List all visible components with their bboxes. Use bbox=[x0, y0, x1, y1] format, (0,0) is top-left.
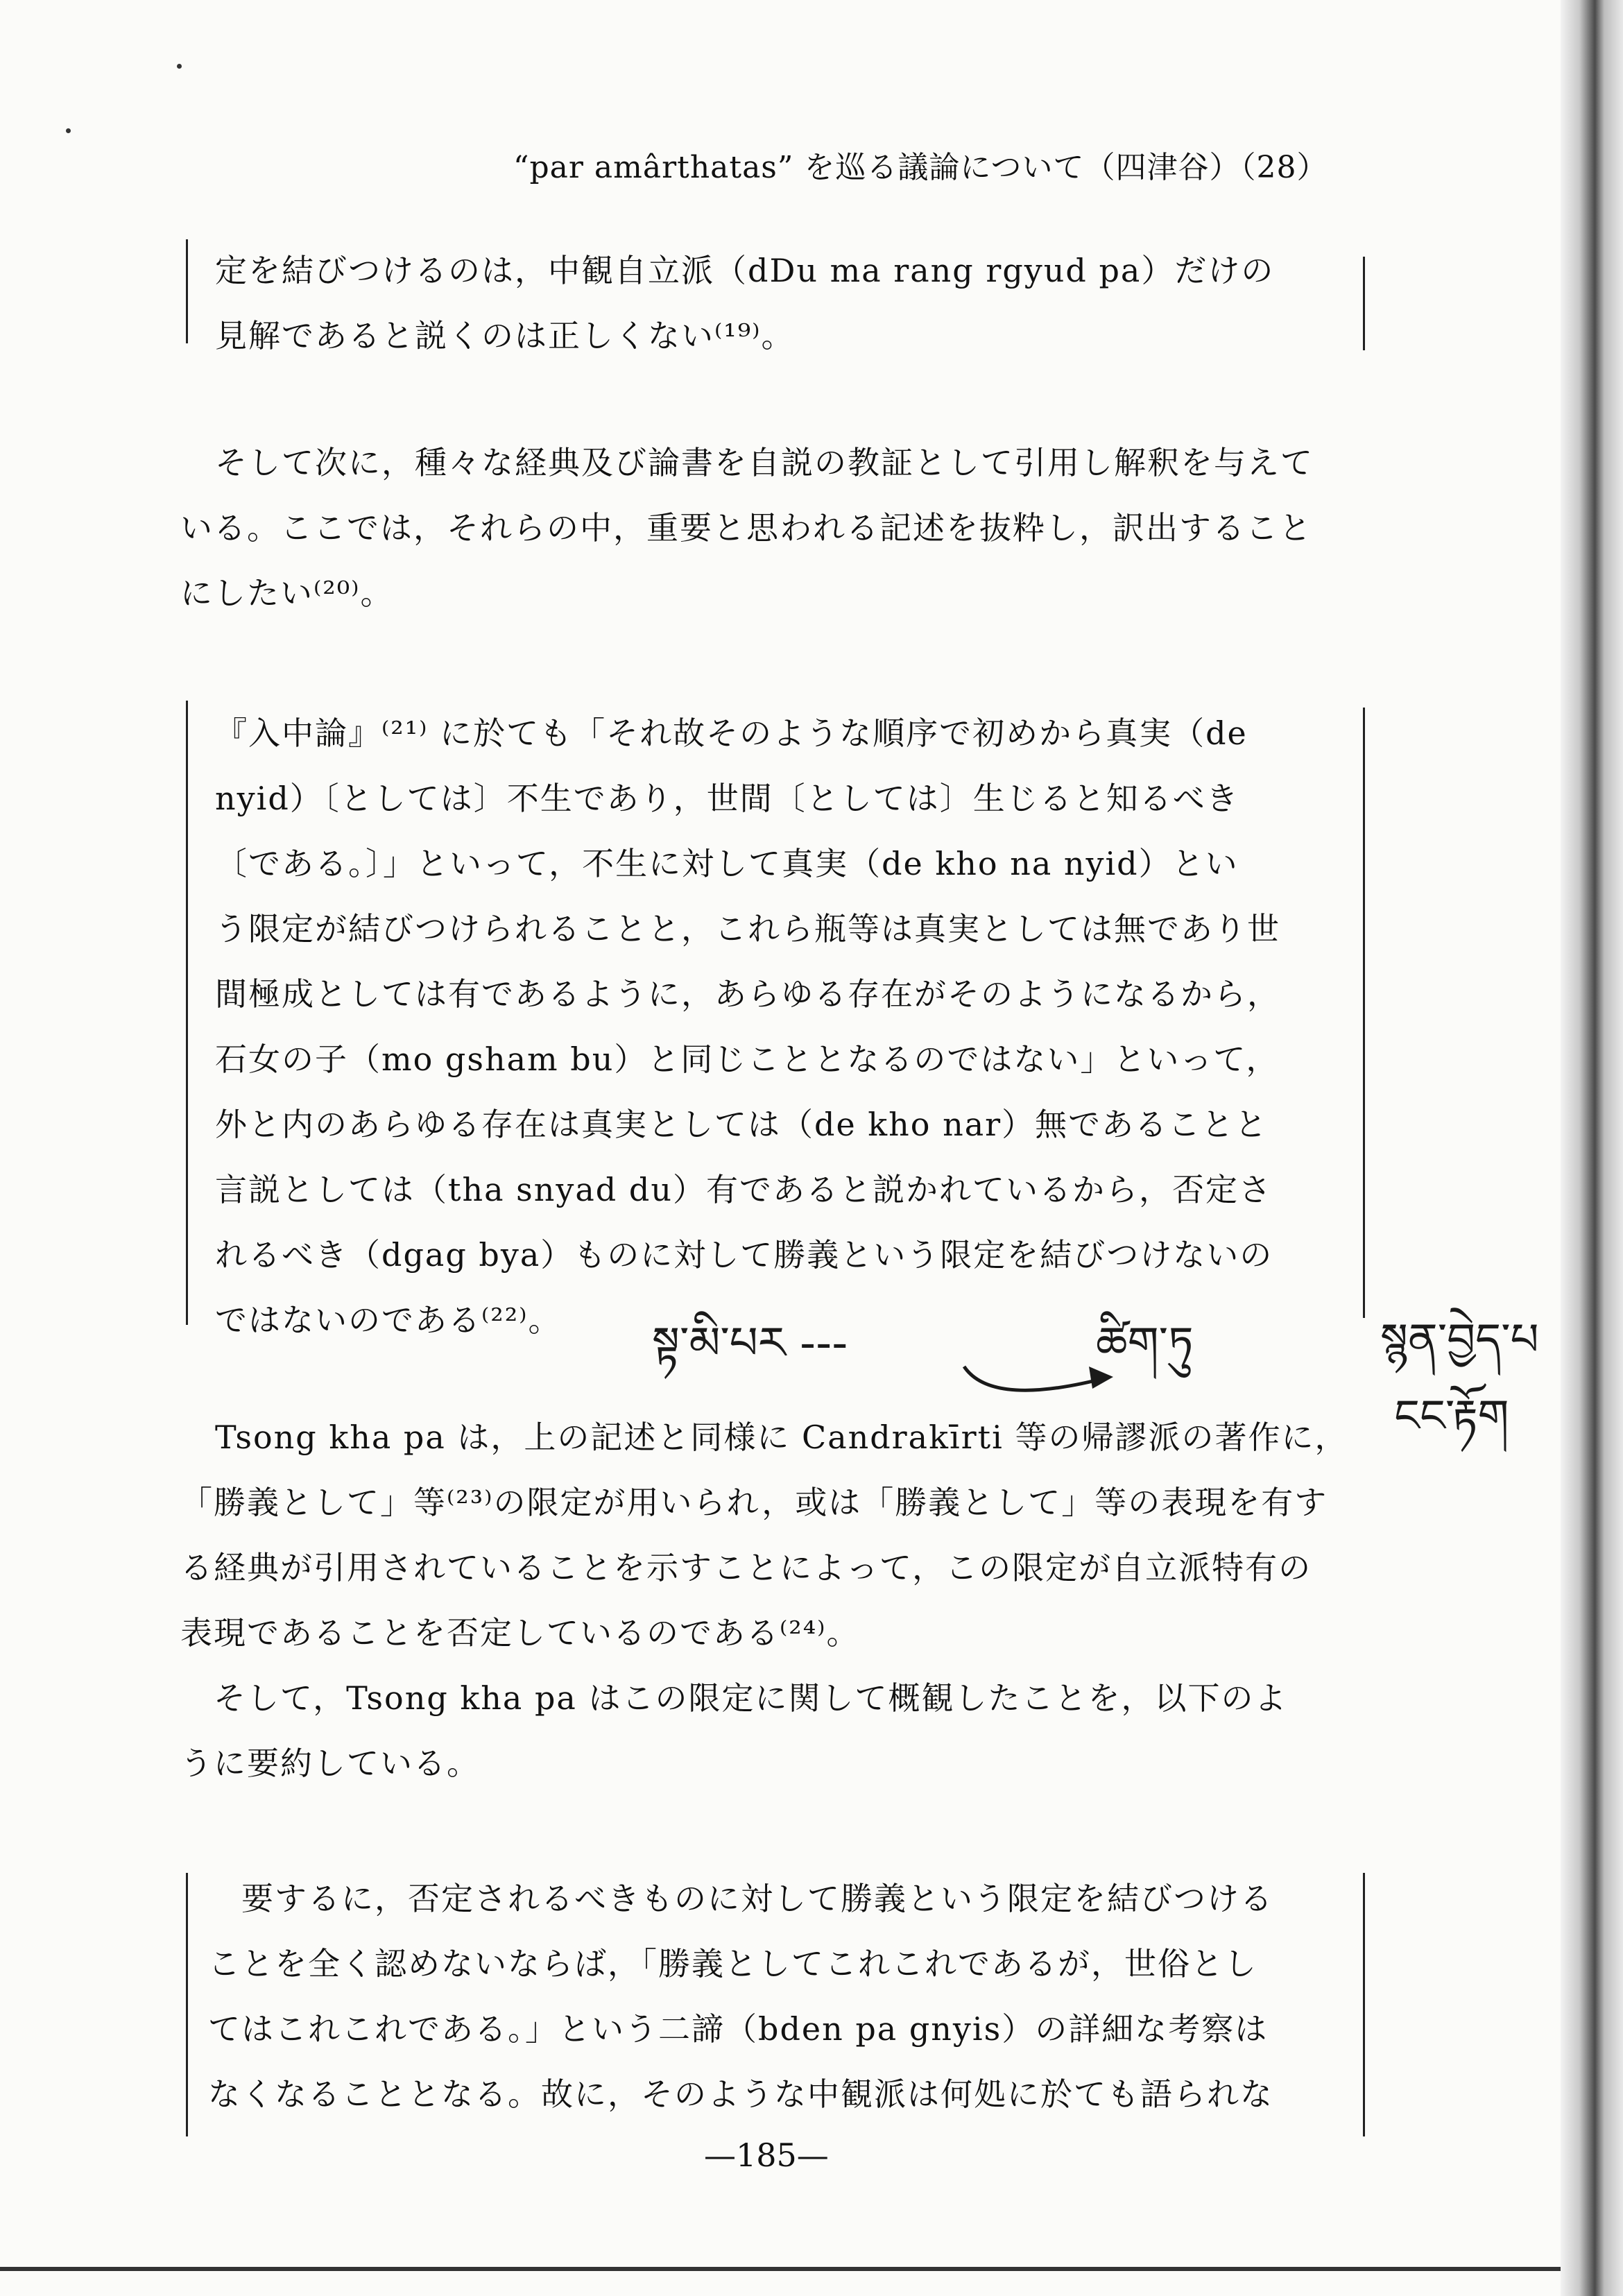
quote-bar-left bbox=[186, 701, 188, 1325]
text-line: 外と内のあらゆる存在は真実としては（de kho nar）無であることと bbox=[215, 1106, 1269, 1143]
text-line: 要するに，否定されるべきものに対して勝義という限定を結びつける bbox=[208, 1880, 1273, 1917]
text-line: 石女の子（mo gsham bu）と同じこととなるのではない」といって， bbox=[215, 1040, 1280, 1078]
text-line: 「勝義として」等⁽²³⁾の限定が用いられ，或は「勝義として」等の表現を有す bbox=[180, 1484, 1328, 1521]
handwritten-arrow-icon bbox=[950, 1339, 1131, 1408]
scan-binding-edge bbox=[1561, 0, 1623, 2296]
text-line: 定を結びつけるのは，中観自立派（dDu ma rang rgyud pa）だけの bbox=[215, 252, 1275, 289]
quote-bar-left bbox=[186, 239, 188, 343]
text-line: いる。ここでは，それらの中，重要と思われる記述を抜粋し，訳出すること bbox=[180, 509, 1312, 547]
scan-speck bbox=[66, 128, 71, 133]
text-line: 見解であると説くのは正しくない⁽¹⁹⁾。 bbox=[215, 317, 795, 354]
text-line: る経典が引用されていることを示すことによって，この限定が自立派特有の bbox=[180, 1549, 1312, 1586]
scan-speck bbox=[177, 64, 182, 69]
paragraph-1 bbox=[180, 430, 1314, 626]
text-line: てはこれこれである。」という二諦（bden pa gnyis）の詳細な考察は bbox=[208, 2010, 1269, 2048]
text-line: 表現であることを否定しているのである⁽²⁴⁾。 bbox=[180, 1614, 860, 1652]
quote-block-3 bbox=[208, 1866, 1273, 2127]
text-line: うに要約している。 bbox=[180, 1745, 480, 1782]
handwritten-note: ངང་རྟོག bbox=[1394, 1391, 1509, 1442]
bottom-rule bbox=[0, 2267, 1561, 2271]
text-line: なくなることとなる。故に，そのような中観派は何処に於ても語られな bbox=[208, 2075, 1273, 2113]
text-line: にしたい⁽²⁰⁾。 bbox=[180, 574, 394, 612]
text-line: そして，Tsong kha pa はこの限定に関して概観したことを，以下のよ bbox=[180, 1679, 1288, 1717]
text-line: 言説としては（tha snyad du）有であると説かれているから，否定さ bbox=[215, 1171, 1272, 1208]
quote-bar-right bbox=[1363, 257, 1365, 350]
text-line: Tsong kha pa は，上の記述と同様に Candrakīrti 等の帰謬派の著作に， bbox=[215, 1419, 1348, 1456]
text-line: 『入中論』⁽²¹⁾ に於ても「それ故そのような順序で初めから真実（de bbox=[215, 714, 1248, 752]
text-line: ことを全く認めないならば，「勝義としてこれこれであるが，世俗とし bbox=[208, 1945, 1257, 1982]
quote-bar-left bbox=[186, 1873, 188, 2136]
handwritten-note: སྟ་མི་པར --- bbox=[652, 1318, 848, 1369]
text-line: ではないのである⁽²²⁾。 bbox=[215, 1301, 562, 1339]
quote-bar-right bbox=[1363, 1873, 1365, 2136]
text-line: う限定が結びつけられることと，これら瓶等は真実としては無であり世 bbox=[215, 910, 1280, 948]
text-line: 〔である。〕」といって，不生に対して真実（de kho na nyid）とい bbox=[215, 845, 1239, 882]
paragraph-2 bbox=[180, 1405, 1348, 1796]
text-line: 間極成としては有であるように，あらゆる存在がそのようになるから， bbox=[215, 975, 1280, 1013]
quote-bar-right bbox=[1363, 708, 1365, 1318]
text-line: れるべき（dgag bya）ものに対して勝義という限定を結びつけないの bbox=[215, 1236, 1273, 1274]
handwritten-note: ཚིག་ཏུ bbox=[1096, 1318, 1194, 1369]
quote-block-1 bbox=[215, 238, 1274, 368]
running-header: “par amârthatas” を巡る議論について（四津谷）（28） bbox=[513, 150, 1328, 185]
handwritten-note: སྙན་བྱེད་པ bbox=[1380, 1314, 1539, 1366]
text-line: そして次に，種々な経典及び論書を自説の教証として引用し解釈を与えて bbox=[215, 444, 1314, 481]
text-line: nyid）〔としては〕不生であり，世間〔としては〕生じると知るべき bbox=[215, 780, 1239, 817]
quote-block-2 bbox=[215, 701, 1280, 1353]
page-number: —185— bbox=[704, 2136, 829, 2174]
